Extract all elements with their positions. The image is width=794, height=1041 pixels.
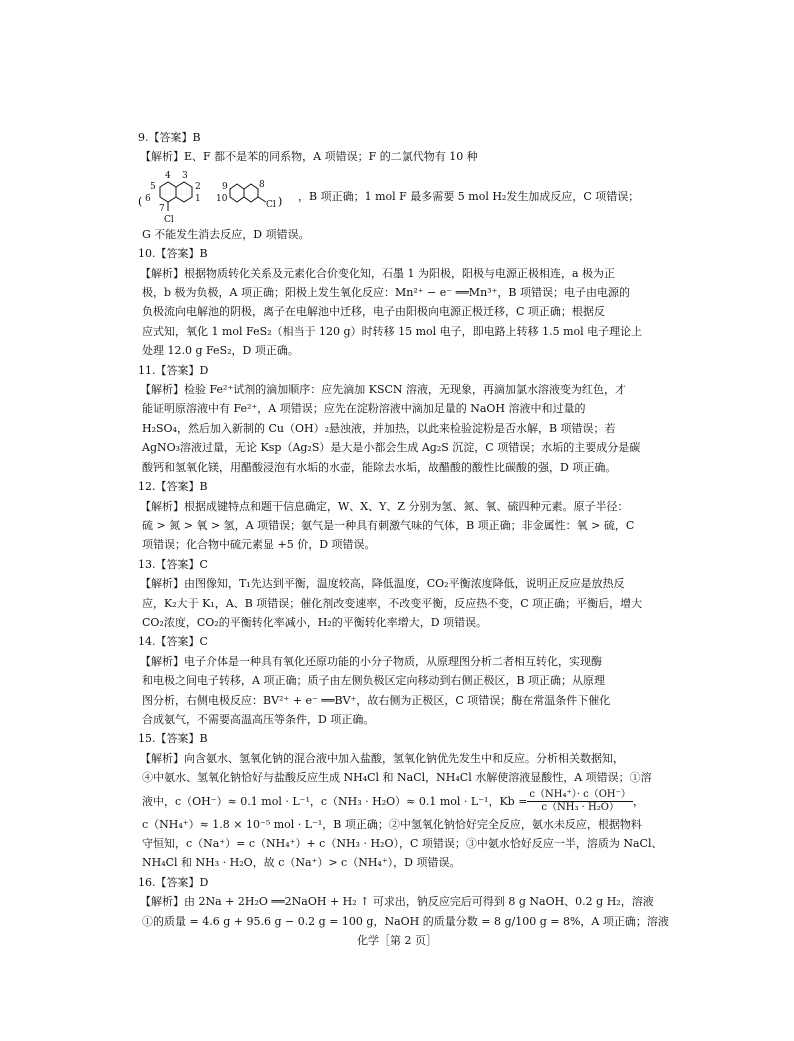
q13-answer: 13.【答案】C — [138, 557, 208, 571]
q11-analysis-line: 酸钙和氢氧化镁，用醋酸浸泡有水垢的水壶，能除去水垢，故醋酸的酸性比碳酸的强，D 项正确。 — [142, 460, 617, 474]
q11-analysis-line: 【解析】检验 Fe²⁺试剂的滴加顺序：应先滴加 KSCN 溶液，无现象，再滴加氯水溶液变为红色，才 — [140, 383, 627, 397]
q14-analysis-line: 【解析】电子介体是一种具有氧化还原功能的小分子物质，从原理图分析二者相互转化，实现酶 — [140, 654, 602, 668]
q15-kb-formula-line — [138, 788, 662, 815]
q15-analysis-line: NH₄Cl 和 NH₃ · H₂O，故 c（Na⁺）> c（NH₄⁺），D 项错误。 — [142, 856, 461, 870]
label-6: 6 — [145, 193, 151, 204]
q9-structures-row — [138, 167, 662, 225]
svg-text:(: ( — [138, 194, 143, 208]
q10-analysis-line: 应式知，氧化 1 mol FeS₂（相当于 120 g）时转移 15 mol 电子，即电路上转移 1.5 mol 电子理论上 — [142, 324, 643, 338]
q16-analysis-line: 【解析】由 2Na + 2H₂O ══2NaOH + H₂ ↑ 可求出，钠反应完后可得到 8 g NaOH、0.2 g H₂，溶液 — [140, 895, 654, 909]
label-7: 7 — [159, 203, 165, 214]
q9-after-structure: ，B 项正确；1 mol F 最多需要 5 mol H₂发生加成反应，C 项错误； — [298, 189, 640, 203]
label-cl-1: Cl — [164, 214, 174, 225]
label-cl-2: Cl — [266, 199, 276, 210]
q14-analysis-line: 和电极之间电子转移，A 项正确；质子由左侧负极区定向移动到右侧正极区，B 项正确；从原理 — [142, 674, 606, 688]
q15-analysis-line: ④中氨水、氢氧化钠恰好与盐酸反应生成 NH₄Cl 和 NaCl，NH₄Cl 水解使溶液显酸性，A 项错误；①溶 — [142, 771, 652, 785]
formula-prefix: 液中，c（OH⁻）≈ 0.1 mol · L⁻¹，c（NH₃ · H₂O）≈ 0.1 mol · L⁻¹，Kb = — [142, 795, 528, 809]
q10-analysis-line: 处理 12.0 g FeS₂，D 项正确。 — [142, 344, 299, 358]
answer-content — [138, 128, 669, 931]
q10-analysis-line: 【解析】根据物质转化关系及元素化合价变化知，石墨 1 为阳极，阳极与电源正极相连，a 极为正 — [140, 266, 616, 280]
q14-analysis-line: 图分析，右侧电极反应：BV²⁺ + e⁻ ══BV⁺，故右侧为正极区，C 项错误；酶在常温条件下催化 — [142, 693, 611, 707]
q15-analysis-line: 【解析】向含氨水、氢氧化钠的混合液中加入盐酸，氢氧化钠优先发生中和反应。分析相关数据知， — [140, 751, 624, 765]
svg-text:): ) — [278, 194, 283, 208]
q11-analysis-line: H₂SO₄，然后加入新制的 Cu（OH）₂悬浊液，并加热，以此来检验淀粉是否水解，B 项错误；若 — [142, 421, 616, 435]
q15-answer: 15.【答案】B — [138, 732, 208, 746]
q11-analysis-line: 能证明原溶液中有 Fe²⁺，A 项错误；应先在淀粉溶液中滴加足量的 NaOH 溶液中和过量的 — [142, 402, 586, 416]
kb-fraction — [527, 789, 633, 814]
q12-analysis-line: 项错误；化合物中硫元素显 +5 价，D 项错误。 — [142, 538, 376, 552]
chemical-structures-figure — [138, 167, 298, 225]
q13-analysis-line: 应，K₂大于 K₁，A、B 项错误；催化剂改变速率，不改变平衡，反应热不变，C 项正确；平衡后，增大 — [142, 596, 643, 610]
label-8: 8 — [259, 179, 265, 190]
q9-analysis-line: 【解析】E、F 都不是苯的同系物，A 项错误；F 的二氯代物有 10 种 — [140, 150, 478, 164]
q13-analysis-line: CO₂浓度，CO₂的平衡转化率减小，H₂的平衡转化率增大，D 项错误。 — [142, 615, 488, 629]
kb-denominator: c（NH₃ · H₂O） — [541, 801, 619, 813]
page-footer: 化学［第 2 页］ — [357, 934, 437, 947]
label-2: 2 — [195, 181, 201, 192]
q14-answer: 14.【答案】C — [138, 635, 208, 649]
q16-answer: 16.【答案】D — [138, 875, 209, 889]
q11-answer: 11.【答案】D — [138, 363, 209, 377]
label-3: 3 — [182, 170, 188, 181]
q10-analysis-line: 极，b 极为负极，A 项正确；阳极上发生氧化反应：Mn²⁺ − e⁻ ══Mn³⁺，B 项错误；电子由电源的 — [142, 286, 630, 300]
q14-analysis-line: 合成氨气，不需要高温高压等条件，D 项正确。 — [142, 712, 375, 726]
q15-analysis-line: c（NH₄⁺）≈ 1.8 × 10⁻⁵ mol · L⁻¹，B 项正确；②中氢氧化钠恰好完全反应，氨水未反应，根据物料 — [142, 817, 642, 831]
q15-analysis-line: 守恒知，c（Na⁺）= c（NH₄⁺）+ c（NH₃ · H₂O），C 项错误；③中氨水恰好反应一半，溶质为 NaCl、 — [142, 837, 663, 850]
q16-analysis-line: ①的质量 = 4.6 g + 95.6 g − 0.2 g = 100 g，NaOH 的质量分数 = 8 g/100 g = 8%，A 项正确；溶液 — [142, 914, 669, 928]
formula-suffix: ， — [632, 795, 644, 809]
q12-answer: 12.【答案】B — [138, 480, 208, 494]
q9-answer: 9.【答案】B — [138, 131, 201, 144]
q10-analysis-line: 负极流向电解池的阴极，离子在电解池中迁移，电子由阳极向电源正极迁移，C 项正确；根据反 — [142, 305, 605, 319]
q9-analysis-line: G 不能发生消去反应，D 项错误。 — [142, 227, 310, 241]
label-5: 5 — [150, 181, 156, 192]
q11-analysis-line: AgNO₃溶液过量，无论 Ksp（Ag₂S）是大是小都会生成 Ag₂S 沉淀，C 项错误；水垢的主要成分是碳 — [142, 441, 641, 455]
q12-analysis-line: 硫 > 氮 > 氧 > 氢，A 项错误；氨气是一种具有刺激气味的气体，B 项正确；非金属性：氧 > 硫，C — [142, 518, 635, 532]
q13-analysis-line: 【解析】由图像知，T₁先达到平衡，温度较高，降低温度，CO₂平衡浓度降低，说明正反应是放热反 — [140, 577, 625, 591]
q10-answer: 10.【答案】B — [138, 247, 208, 261]
label-10: 10 — [216, 193, 228, 204]
label-1: 1 — [195, 193, 201, 204]
kb-numerator: c（NH₄⁺）· c（OH⁻） — [529, 788, 631, 800]
q12-analysis-line: 【解析】根据成键特点和题干信息确定，W、X、Y、Z 分别为氢、氮、氧、硫四种元素。原子半径： — [140, 499, 629, 513]
label-4: 4 — [165, 170, 171, 181]
label-9: 9 — [222, 181, 228, 192]
